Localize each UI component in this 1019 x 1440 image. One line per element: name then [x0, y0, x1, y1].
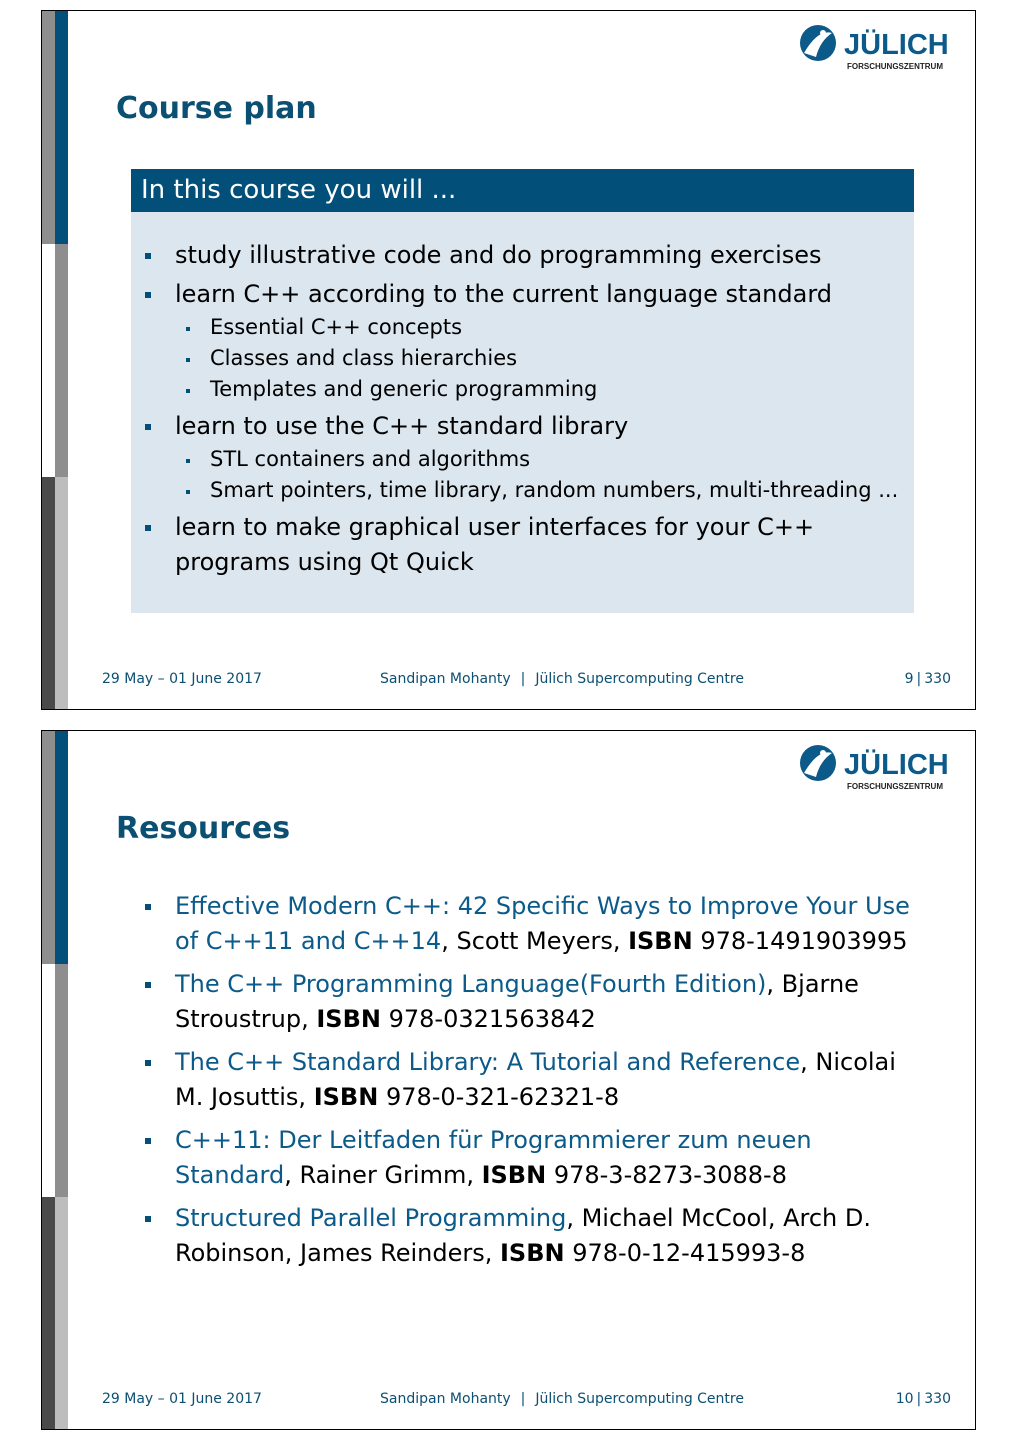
- footer-date: 29 May – 01 June 2017: [102, 1391, 262, 1407]
- sub-list-item: Templates and generic programming: [175, 374, 914, 405]
- footer-date: 29 May – 01 June 2017: [102, 671, 262, 687]
- slide-sidebar-stripes: [42, 11, 68, 709]
- slide-resources: [41, 730, 976, 1430]
- course-block: [131, 169, 914, 613]
- footer-author: Sandipan Mohanty: [380, 671, 511, 687]
- list-item: C++11: Der Leitfaden für Programmierer zum neuen Standard, Rainer Grimm, ISBN 978-3-8273-3088-8: [131, 1123, 911, 1193]
- block-header: In this course you will ...: [131, 169, 914, 212]
- sub-list-item: Essential C++ concepts: [175, 312, 914, 343]
- page-title: Resources: [116, 811, 291, 846]
- sub-list: [175, 444, 914, 506]
- julich-logo-icon: [796, 743, 956, 795]
- list-item: The C++ Standard Library: A Tutorial and Reference, Nicolai M. Josuttis, ISBN 978-0-321-62321-8: [131, 1045, 911, 1115]
- sub-list-item: Smart pointers, time library, random numbers, multi-threading ...: [175, 475, 914, 506]
- svg-text:JÜLICH: JÜLICH: [844, 29, 949, 61]
- slide-footer: [42, 671, 975, 691]
- book-title-link[interactable]: The C++ Standard Library: A Tutorial and Reference: [175, 1048, 801, 1076]
- sub-list-item: Classes and class hierarchies: [175, 343, 914, 374]
- list-item: Effective Modern C++: 42 Specific Ways to Improve Your Use of C++11 and C++14, Scott Meyers, ISBN 978-1491903995: [131, 889, 911, 959]
- list-item: learn to make graphical user interfaces for your C++ programs using Qt Quick: [131, 510, 914, 580]
- footer-center: [362, 671, 762, 687]
- book-title-link[interactable]: The C++ Programming Language(Fourth Edition): [175, 970, 767, 998]
- footer-separator: |: [520, 1391, 526, 1407]
- list-item: The C++ Programming Language(Fourth Edition), Bjarne Stroustrup, ISBN 978-0321563842: [131, 967, 911, 1037]
- footer-institute: Jülich Supercomputing Centre: [535, 1391, 744, 1407]
- resources-list: [131, 889, 911, 1279]
- sub-list: [175, 312, 914, 405]
- slide-sidebar-stripes: [42, 731, 68, 1429]
- list-item: study illustrative code and do programming exercises: [131, 238, 914, 273]
- footer-page-number: 9 | 330: [904, 671, 951, 687]
- block-body: [131, 212, 914, 613]
- footer-institute: Jülich Supercomputing Centre: [535, 671, 744, 687]
- page-title: Course plan: [116, 91, 317, 126]
- slide-footer: [42, 1391, 975, 1411]
- footer-separator: |: [520, 671, 526, 687]
- svg-text:JÜLICH: JÜLICH: [844, 749, 949, 781]
- course-list: [131, 238, 914, 580]
- footer-page-number: 10 | 330: [895, 1391, 951, 1407]
- book-title-link[interactable]: Effective Modern C++: 42 Specific Ways to Improve Your Use of C++11 and C++14: [175, 892, 910, 955]
- book-title-link[interactable]: C++11: Der Leitfaden für Programmierer zum neuen Standard: [175, 1126, 812, 1189]
- julich-logo-icon: [796, 23, 956, 75]
- list-item: learn to use the C++ standard library STL containers and algorithms Smart pointers, time library, random numbers, multi-threading ...: [131, 409, 914, 506]
- svg-text:FORSCHUNGSZENTRUM: FORSCHUNGSZENTRUM: [847, 782, 943, 791]
- list-item: learn C++ according to the current language standard Essential C++ concepts Classes and class hierarchies Templates and generic programming: [131, 277, 914, 405]
- slide-course-plan: [41, 10, 976, 710]
- footer-center: [362, 1391, 762, 1407]
- book-title-link[interactable]: Structured Parallel Programming: [175, 1204, 567, 1232]
- list-item: Structured Parallel Programming, Michael McCool, Arch D. Robinson, James Reinders, ISBN 978-0-12-415993-8: [131, 1201, 911, 1271]
- footer-author: Sandipan Mohanty: [380, 1391, 511, 1407]
- sub-list-item: STL containers and algorithms: [175, 444, 914, 475]
- svg-text:FORSCHUNGSZENTRUM: FORSCHUNGSZENTRUM: [847, 62, 943, 71]
